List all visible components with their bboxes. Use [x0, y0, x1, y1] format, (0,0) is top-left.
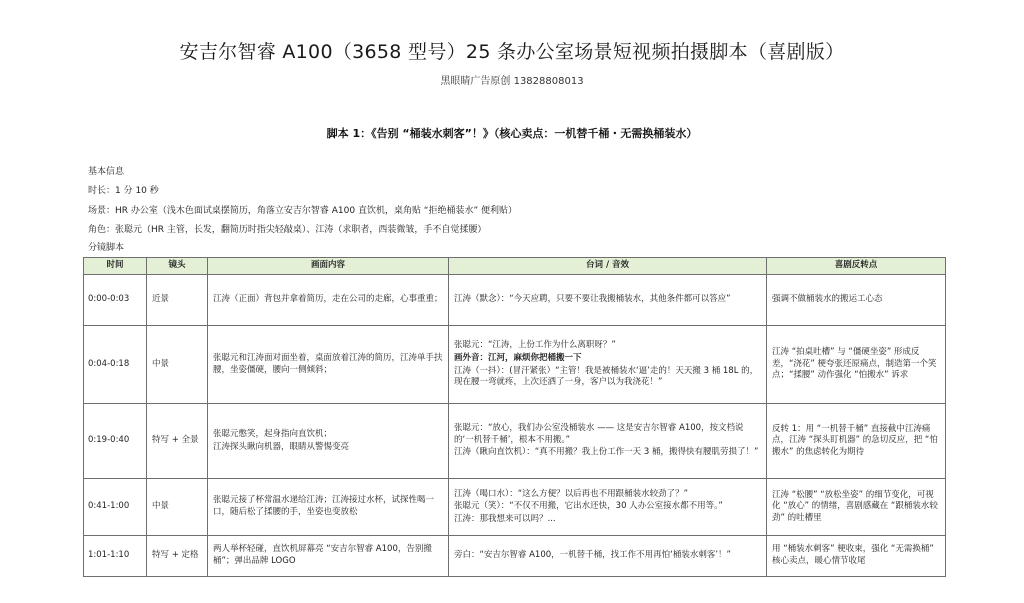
time-cell: 0:04-0:18	[84, 326, 147, 404]
twist-line: 江涛 “拍桌吐槽” 与 “僵硬坐姿” 形成反差，“浇花” 梗夸张还原痛点，制造第一个笑点；“揉腰” 动作强化 “怕搬水” 诉求	[772, 347, 937, 381]
header-time: 时间	[84, 258, 147, 275]
time-cell: 0:19-0:40	[84, 404, 147, 479]
dialogue-line: 江涛：那我想来可以吗？...	[454, 513, 556, 524]
document-title: 安吉尔智睿 A100（3658 型号）25 条办公室场景短视频拍摄脚本（喜剧版）	[179, 41, 845, 63]
visual-line: 江涛（正面）背包并拿着简历，走在公司的走廊，心事重重；	[213, 294, 443, 305]
header-lines: 台词 / 音效	[449, 258, 767, 275]
time-cell: 0:00-0:03	[84, 275, 147, 326]
dialogue-line: 旁白：“安吉尔智睿 A100，一机替千桶，找工作不用再怕‘桶装水刺客’！”	[454, 550, 731, 561]
twist-line: 用 “桶装水刺客” 梗收束，强化 “无需换桶” 核心卖点，暖心情节收尾	[772, 544, 934, 566]
table-row	[84, 479, 946, 536]
table-header-row	[84, 258, 946, 275]
shot-cell: 中景	[147, 326, 208, 404]
header-twist: 喜剧反转点	[767, 258, 946, 275]
visual-cell	[208, 479, 449, 536]
visual-line: 张聪元和江涛面对面坐着，桌面放着江涛的简历，江涛单手扶腰，坐姿僵硬，腰向一侧倾斜；	[213, 352, 443, 375]
twist-cell	[767, 536, 946, 577]
duration-text: 时长：1 分 10 秒	[88, 186, 159, 196]
dialogue-line: 江涛（瞅向直饮机）：“真不用搬？我上份工作一天 3 桶，搬得快有腰肌劳损了！”	[454, 447, 759, 458]
shot-cell: 近景	[147, 275, 208, 326]
shot-cell: 中景	[147, 479, 208, 536]
table-row	[84, 404, 946, 479]
twist-cell	[767, 479, 946, 536]
dialogue-line: 江涛（默念）：“今天应聘，只要不要让我搬桶装水，其他条件都可以答应”	[454, 294, 731, 305]
script-title: 脚本 1：《告别 “桶装水刺客”！》（核心卖点：一机替千桶・无需换桶装水）	[326, 127, 698, 140]
visual-line: 两人举杯轻碰，直饮机屏幕亮 “安吉尔智睿 A100，告别搬桶”；弹出品牌 LOGO	[213, 544, 432, 566]
lines-cell	[449, 404, 767, 479]
twist-line: 反转 1：用 “一机替千桶” 直接截中江涛痛点，江涛 “探头盯机器” 的急切反应，把 “怕搬水” 的焦虑转化为期待	[772, 423, 938, 457]
dialogue-line: 张聪元（笑）：“不仅不用搬，它出水还快，30 人办公室接水都不用等。”	[454, 501, 723, 512]
visual-cell	[208, 275, 449, 326]
dialogue-line: 江涛（一抖）：(冒汗紧张）“主管！我是被桶装水‘逼’走的！天天搬 3 桶 18L 的，现在腰一弯就疼，上次还洒了一身，客户以为我浇花！”	[454, 365, 759, 388]
dialogue-line: 张聪元：“江涛，上份工作为什么离职呀？”	[454, 340, 616, 351]
basic-info-heading: 基本信息	[88, 167, 125, 177]
table-row	[84, 536, 946, 577]
table-row	[84, 326, 946, 404]
storyboard-table	[83, 257, 946, 577]
time-cell: 0:41-1:00	[84, 479, 147, 536]
twist-line: 强调不做桶装水的搬运工心态	[772, 294, 883, 305]
visual-cell	[208, 404, 449, 479]
header-shot: 镜头	[147, 258, 208, 275]
shot-cell: 特写 + 全景	[147, 404, 208, 479]
twist-cell	[767, 404, 946, 479]
dialogue-line: 画外音：江河，麻烦你把桶搬一下	[454, 352, 582, 363]
storyboard-heading: 分镜脚本	[88, 243, 125, 253]
twist-cell	[767, 275, 946, 326]
visual-cell	[208, 326, 449, 404]
time-cell: 1:01-1:10	[84, 536, 147, 577]
visual-line: 江涛探头瞅向机器，眼睛从警惕变亮	[213, 441, 350, 452]
shot-cell: 特写 + 定格	[147, 536, 208, 577]
visual-cell	[208, 536, 449, 577]
roles-text: 角色：张聪元（HR 主管，长发，翻简历时指尖轻敲桌）、江涛（求职者，西装微皱，手不自觉揉腰）	[88, 225, 487, 235]
table-row	[84, 275, 946, 326]
visual-line: 张聪元接了杯常温水递给江涛；江涛接过水杯，试探性喝一口，随后松了揉腰的手，坐姿也变放松	[213, 495, 435, 517]
dialogue-line: 张聪元：“放心，我们办公室没桶装水 —— 这是安吉尔智睿 A100，按文档说的‘一机替千桶’，根本不用搬。”	[454, 423, 744, 445]
scene-text: 场景：HR 办公室（浅木色面试桌摆简历，角落立安吉尔智睿 A100 直饮机，桌角贴 “拒绝桶装水” 便利贴）	[88, 206, 517, 216]
twist-line: 江涛 “松腰” “放松坐姿” 的细节变化，可视化 “放心” 的情绪，喜剧感藏在 “跟桶装水较劲” 的吐槽里	[772, 489, 938, 523]
lines-cell	[449, 275, 767, 326]
lines-cell	[449, 326, 767, 404]
lines-cell	[449, 479, 767, 536]
twist-cell	[767, 326, 946, 404]
lines-cell	[449, 536, 767, 577]
document-subtitle: 黑眼睛广告原创 13828808013	[440, 76, 584, 87]
header-visual: 画面内容	[208, 258, 449, 275]
visual-line: 张聪元憋笑，起身指向直饮机；	[213, 428, 333, 439]
dialogue-line: 江涛（喝口水）：“这么方便？以后再也不用跟桶装水较劲了？”	[454, 488, 689, 499]
